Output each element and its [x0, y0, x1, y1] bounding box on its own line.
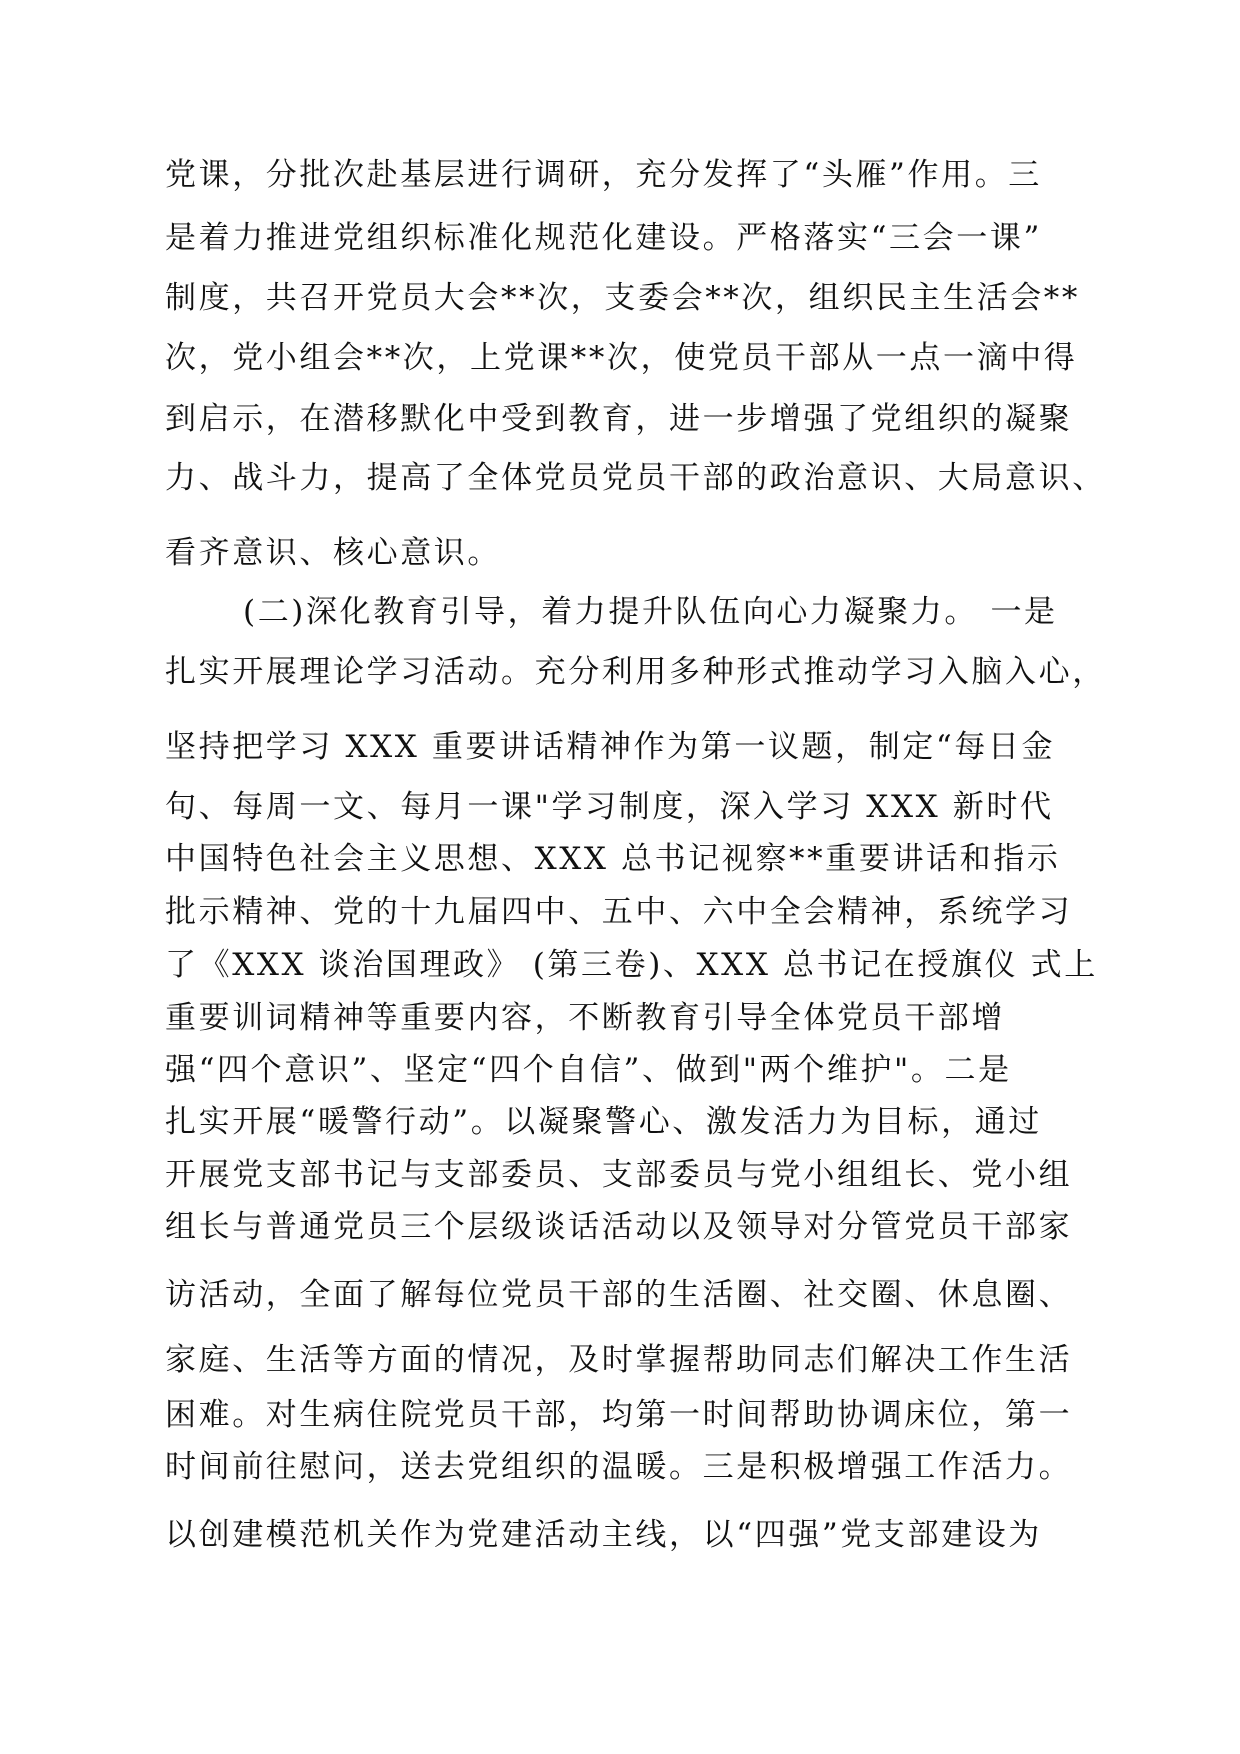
body-text-line: 以创建模范机关作为党建活动主线，以“四强”党支部建设为: [165, 1517, 1042, 1553]
body-text-line: 句、每周一文、每月一课"学习制度，深入学习 XXX 新时代: [165, 789, 1054, 825]
body-text-line: 组长与普通党员三个层级谈话活动以及领导对分管党员干部家: [165, 1209, 1073, 1245]
body-text-line: 扎实开展“暖警行动”。以凝聚警心、激发活力为目标，通过: [165, 1104, 1042, 1140]
body-text-line: 扎实开展理论学习活动。充分利用多种形式推动学习入脑入心，: [165, 654, 1106, 690]
body-text-line: 中国特色社会主义思想、XXX 总书记视察**重要讲话和指示: [165, 841, 1061, 877]
body-text-line: 时间前往慰问，送去党组织的温暖。三是积极增强工作活力。: [165, 1449, 1073, 1485]
body-text-line: 家庭、生活等方面的情况，及时掌握帮助同志们解决工作生活: [165, 1342, 1073, 1378]
body-text-line: 重要训词精神等重要内容，不断教育引导全体党员干部增: [165, 1000, 1005, 1036]
body-text-line: 强“四个意识”、坚定“四个自信”、做到"两个维护"。二是: [165, 1052, 1012, 1088]
body-text-line: 看齐意识、核心意识。: [165, 535, 501, 571]
body-text-line: 是着力推进党组织标准化规范化建设。严格落实“三会一课”: [165, 220, 1042, 256]
body-text-line: 次，党小组会**次，上党课**次，使党员干部从一点一滴中得: [165, 340, 1078, 376]
body-text-line: 了《XXX 谈治国理政》 (第三卷)、XXX 总书记在授旗仪 式上: [165, 947, 1098, 983]
body-text-line: 访活动，全面了解每位党员干部的生活圈、社交圈、休息圈、: [165, 1277, 1073, 1313]
body-text-line: 党课，分批次赴基层进行调研，充分发挥了“头雁”作用。三: [165, 157, 1042, 193]
body-text-line: 困难。对生病住院党员干部，均第一时间帮助协调床位，第一: [165, 1397, 1073, 1433]
body-text-line: 到启示，在潜移默化中受到教育，进一步增强了党组织的凝聚: [165, 401, 1073, 437]
body-text-line: 力、战斗力，提高了全体党员党员干部的政治意识、大局意识、: [165, 460, 1106, 496]
body-text-line: 坚持把学习 XXX 重要讲话精神作为第一议题，制定“每日金: [165, 729, 1056, 765]
body-text-line: 开展党支部书记与支部委员、支部委员与党小组组长、党小组: [165, 1157, 1073, 1193]
body-text-line: 制度，共召开党员大会**次，支委会**次，组织民主生活会**: [165, 280, 1080, 316]
body-text-line: 批示精神、党的十九届四中、五中、六中全会精神，系统学习: [165, 894, 1073, 930]
section-heading-line: (二)深化教育引导，着力提升队伍向心力凝聚力。 一是: [243, 594, 1058, 630]
